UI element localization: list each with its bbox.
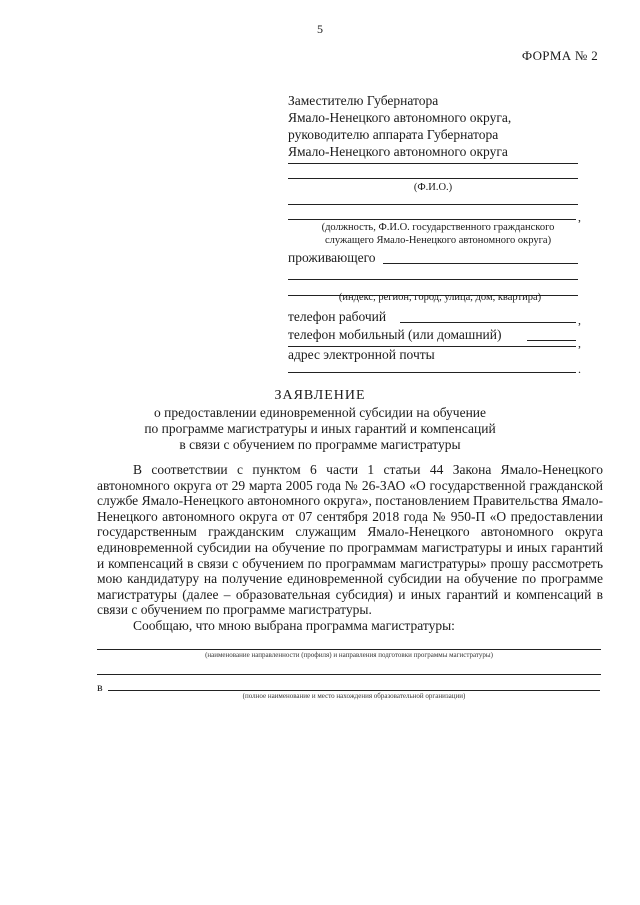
statement-subtitle-3: в связи с обучением по программе магистратуры <box>179 437 461 452</box>
email-label: адрес электронной почты <box>288 347 435 362</box>
address-caption: (индекс, регион, город, улица, дом, квартира) <box>338 292 542 303</box>
comma: , <box>578 313 581 327</box>
fio-field-line-1[interactable] <box>288 163 578 164</box>
mobile-phone-field-line[interactable] <box>527 340 576 341</box>
fio-caption: (Ф.И.О.) <box>413 182 453 193</box>
program-field-line[interactable] <box>97 649 601 650</box>
position-field-line-2[interactable] <box>288 219 576 220</box>
in-label: в <box>97 680 103 694</box>
work-phone-label: телефон рабочий <box>288 309 387 324</box>
body-paragraph-1: В соответствии с пунктом 6 части 1 статьи 44 Закона Ямало-Ненецкого автономного округа от 29 марта 2005 года № 26-ЗАО «О государственной гражданской службе Ямало-Ненецкого автономного округа», постановлением Правительства Ямало-Ненецкого автономного округа от 07 сентября 2018 года № 950-П «О предоставлении государственным гражданским служащим Ямало-Ненецкого автономного округа единовременной субсидии на обучение по программам магистратуры и иных гарантий и компенсаций в связи с обучением по программам магистратуры» прошу рассмотреть мою кандидатуру на получение единовременной субсидии на обучение по программе магистратуры (далее – образовательная субсидия) и иных гарантий и компенсаций в связи с обучением по программе магистратуры. <box>97 462 603 618</box>
program-field-line-2[interactable] <box>97 674 601 675</box>
position-caption-1: (должность, Ф.И.О. государственного гражданского <box>321 222 555 233</box>
organization-field-line[interactable] <box>108 690 600 691</box>
form-label: ФОРМА № 2 <box>521 48 598 63</box>
comma: , <box>578 336 581 350</box>
residing-label: проживающего <box>288 250 376 265</box>
page-number: 5 <box>317 22 323 36</box>
addressee-line-4: Ямало-Ненецкого автономного округа <box>288 144 508 159</box>
statement-subtitle-1: о предоставлении единовременной субсидии на обучение <box>153 405 487 420</box>
position-field-line-1[interactable] <box>288 204 578 205</box>
fio-field-line-2[interactable] <box>288 178 578 179</box>
residing-field-line[interactable] <box>383 263 578 264</box>
work-phone-field-line[interactable] <box>400 322 576 323</box>
program-caption: (наименование направленности (профиля) и направления подготовки программы магистратуры) <box>205 651 493 659</box>
position-caption-2: служащего Ямало-Ненецкого автономного округа) <box>324 235 552 246</box>
statement-title: ЗАЯВЛЕНИЕ <box>274 388 366 403</box>
statement-subtitle-2: по программе магистратуры и иных гарантий и компенсаций <box>144 421 496 436</box>
email-field-line[interactable] <box>288 372 576 373</box>
body-paragraph-2: Сообщаю, что мною выбрана программа магистратуры: <box>133 617 455 633</box>
period: . <box>578 362 581 376</box>
addressee-line-1: Заместителю Губернатора <box>288 93 439 108</box>
statement-body <box>97 462 603 634</box>
address-field-line-1[interactable] <box>288 279 578 280</box>
addressee-line-2: Ямало-Ненецкого автономного округа, <box>288 110 512 125</box>
mobile-phone-label: телефон мобильный (или домашний) <box>288 327 502 342</box>
org-caption: (полное наименование и место нахождения образовательной организации) <box>242 692 466 700</box>
addressee-line-3: руководителю аппарата Губернатора <box>288 127 499 142</box>
comma: , <box>578 210 581 224</box>
